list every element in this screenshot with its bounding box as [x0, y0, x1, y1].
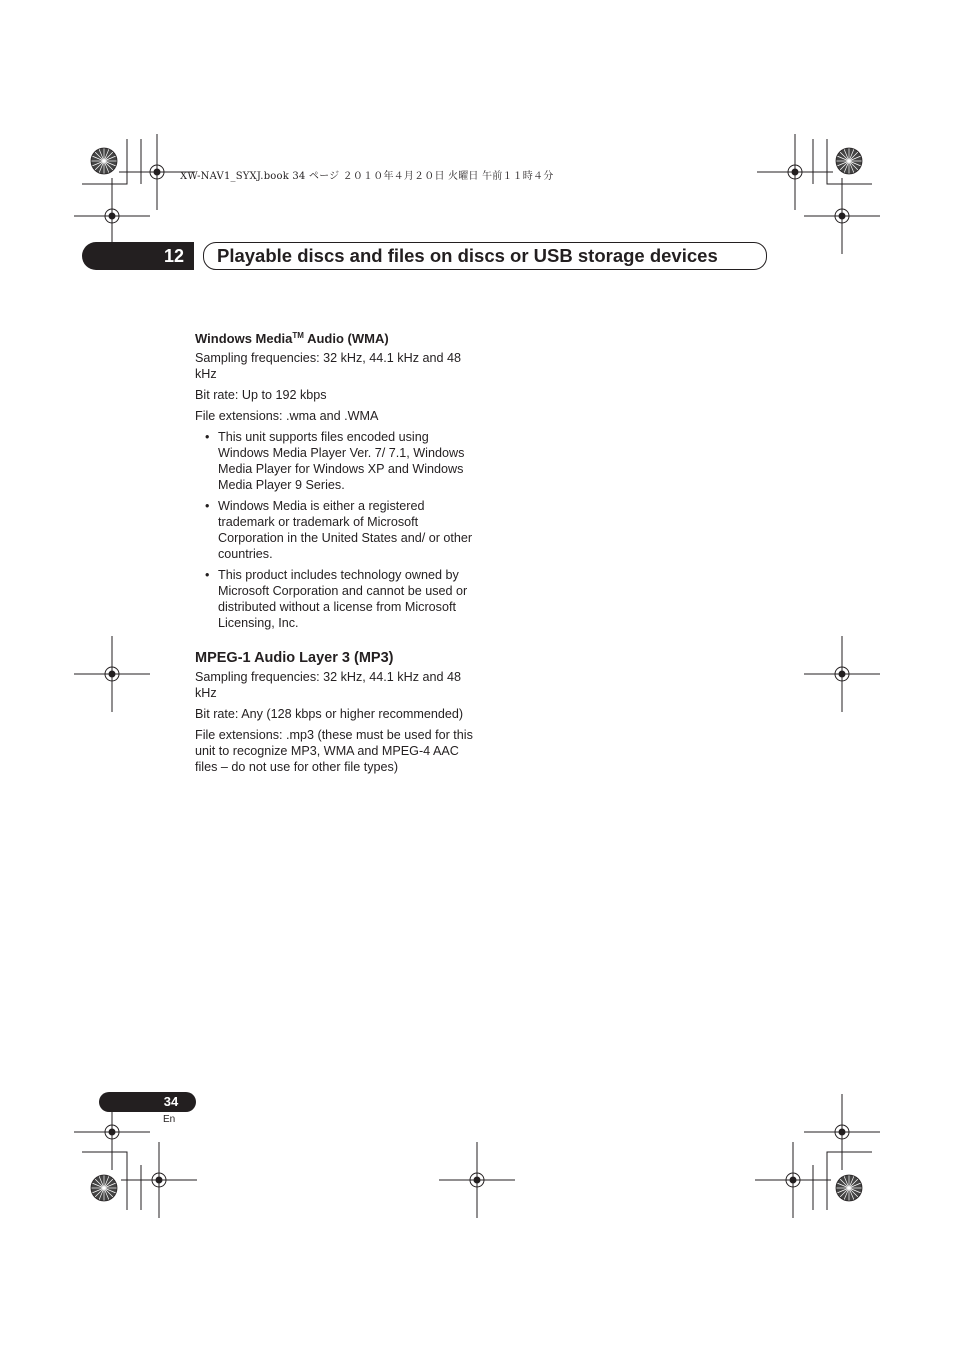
chapter-number: 12 — [163, 246, 185, 266]
mp3-bit-rate: Bit rate: Any (128 kbps or higher recommended) — [195, 707, 464, 721]
page-language: En — [163, 1114, 176, 1125]
wma-heading — [195, 330, 473, 348]
mp3-file-extensions: File extensions: .mp3 (these must be used for this unit to recognize MP3, WMA and MPEG-4 AAC files – do not use for other file types) — [195, 728, 473, 774]
wma-note-text: Windows Media is either a registered trademark or trademark of Microsoft Corporation in the United States and/ or other countries. — [218, 499, 473, 561]
list-item — [195, 567, 473, 631]
wma-note-text: This unit supports files encoded using Windows Media Player Ver. 7/ 7.1, Windows Media Player for Windows XP and Windows Media Player 9 Series. — [218, 430, 465, 492]
mp3-sampling-frequencies: Sampling frequencies: 32 kHz, 44.1 kHz and 48 kHz — [195, 670, 462, 700]
chapter-title: Playable discs and files on discs or USB storage devices — [217, 245, 718, 266]
bullet-icon: • — [205, 568, 210, 582]
bullet-icon: • — [205, 499, 210, 513]
wma-notes-list — [195, 429, 473, 631]
wma-heading-post: Audio (WMA) — [303, 331, 389, 346]
wma-heading-pre: Windows Media — [195, 331, 293, 346]
wma-note-text: This product includes technology owned by Microsoft Corporation and cannot be used or distributed without a license from Microsoft Licensing, Inc. — [218, 568, 468, 630]
page-number: 34 — [163, 1094, 179, 1109]
bullet-icon: • — [205, 430, 210, 444]
wma-bit-rate: Bit rate: Up to 192 kbps — [195, 388, 327, 402]
list-item — [195, 429, 473, 493]
content-column — [195, 330, 473, 780]
wma-file-extensions: File extensions: .wma and .WMA — [195, 409, 379, 423]
mp3-heading: MPEG-1 Audio Layer 3 (MP3) — [195, 650, 394, 666]
list-item — [195, 498, 473, 562]
wma-sampling-frequencies: Sampling frequencies: 32 kHz, 44.1 kHz and 48 kHz — [195, 351, 462, 381]
print-job-info: XW-NAV1_SYXJ.book 34 ページ ２０１０年４月２０日 火曜日 午前１１時４分 — [180, 171, 554, 182]
trademark-superscript: TM — [292, 331, 304, 340]
